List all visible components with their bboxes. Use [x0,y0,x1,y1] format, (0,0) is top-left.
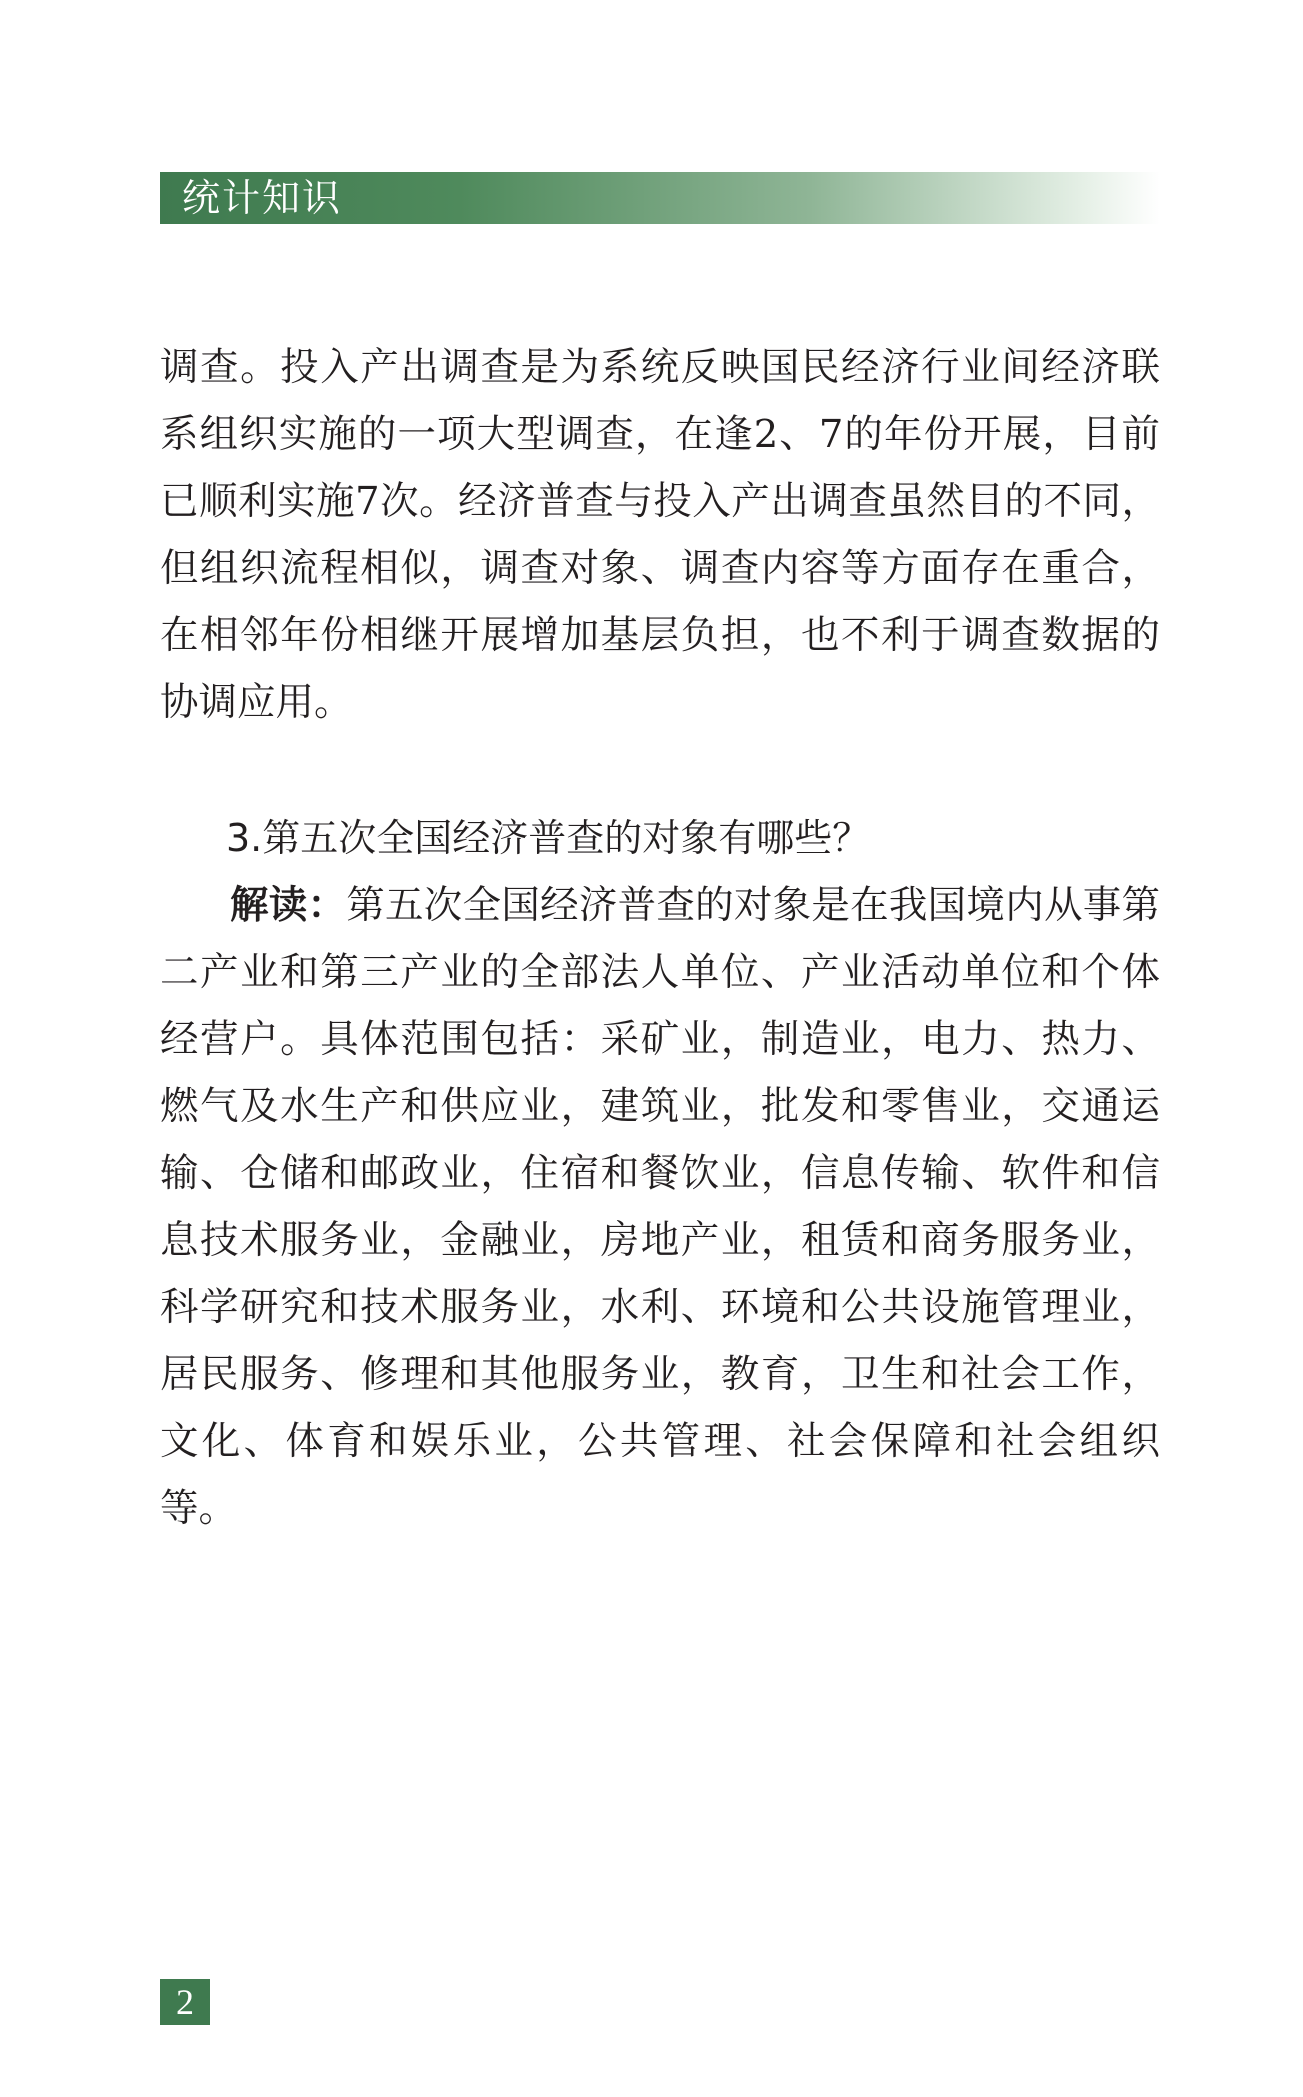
section-header-band [160,172,1160,224]
section-title: 统计知识 [182,176,343,220]
question-heading: 3.第五次全国经济普查的对象有哪些？ [226,816,871,860]
page-number: 2 [160,1979,210,2025]
answer-paragraph [160,872,1160,1542]
body-paragraph-continued: 调查。投入产出调查是为系统反映国民经济行业间经济联系组织实施的一项大型调查，在逢2、7的年份开展，目前已顺利实施7次。经济普查与投入产出调查虽然目的不同，但组织流程相似，调查对象、调查内容等方面存在重合，在相邻年份相继开展增加基层负担，也不利于调查数据的协调应用。 [160,345,1160,725]
answer-text: 第五次全国经济普查的对象是在我国境内从事第二产业和第三产业的全部法人单位、产业活动单位和个体经营户。具体范围包括：采矿业，制造业，电力、热力、燃气及水生产和供应业，建筑业，批发和零售业，交通运输、仓储和邮政业，住宿和餐饮业，信息传输、软件和信息技术服务业，金融业，房地产业，租赁和商务服务业，科学研究和技术服务业，水利、环境和公共设施管理业，居民服务、修理和其他服务业，教育，卫生和社会工作，文化、体育和娱乐业，公共管理、社会保障和社会组织等。 [160,883,1160,1531]
answer-lead-label: 解读： [230,883,347,928]
